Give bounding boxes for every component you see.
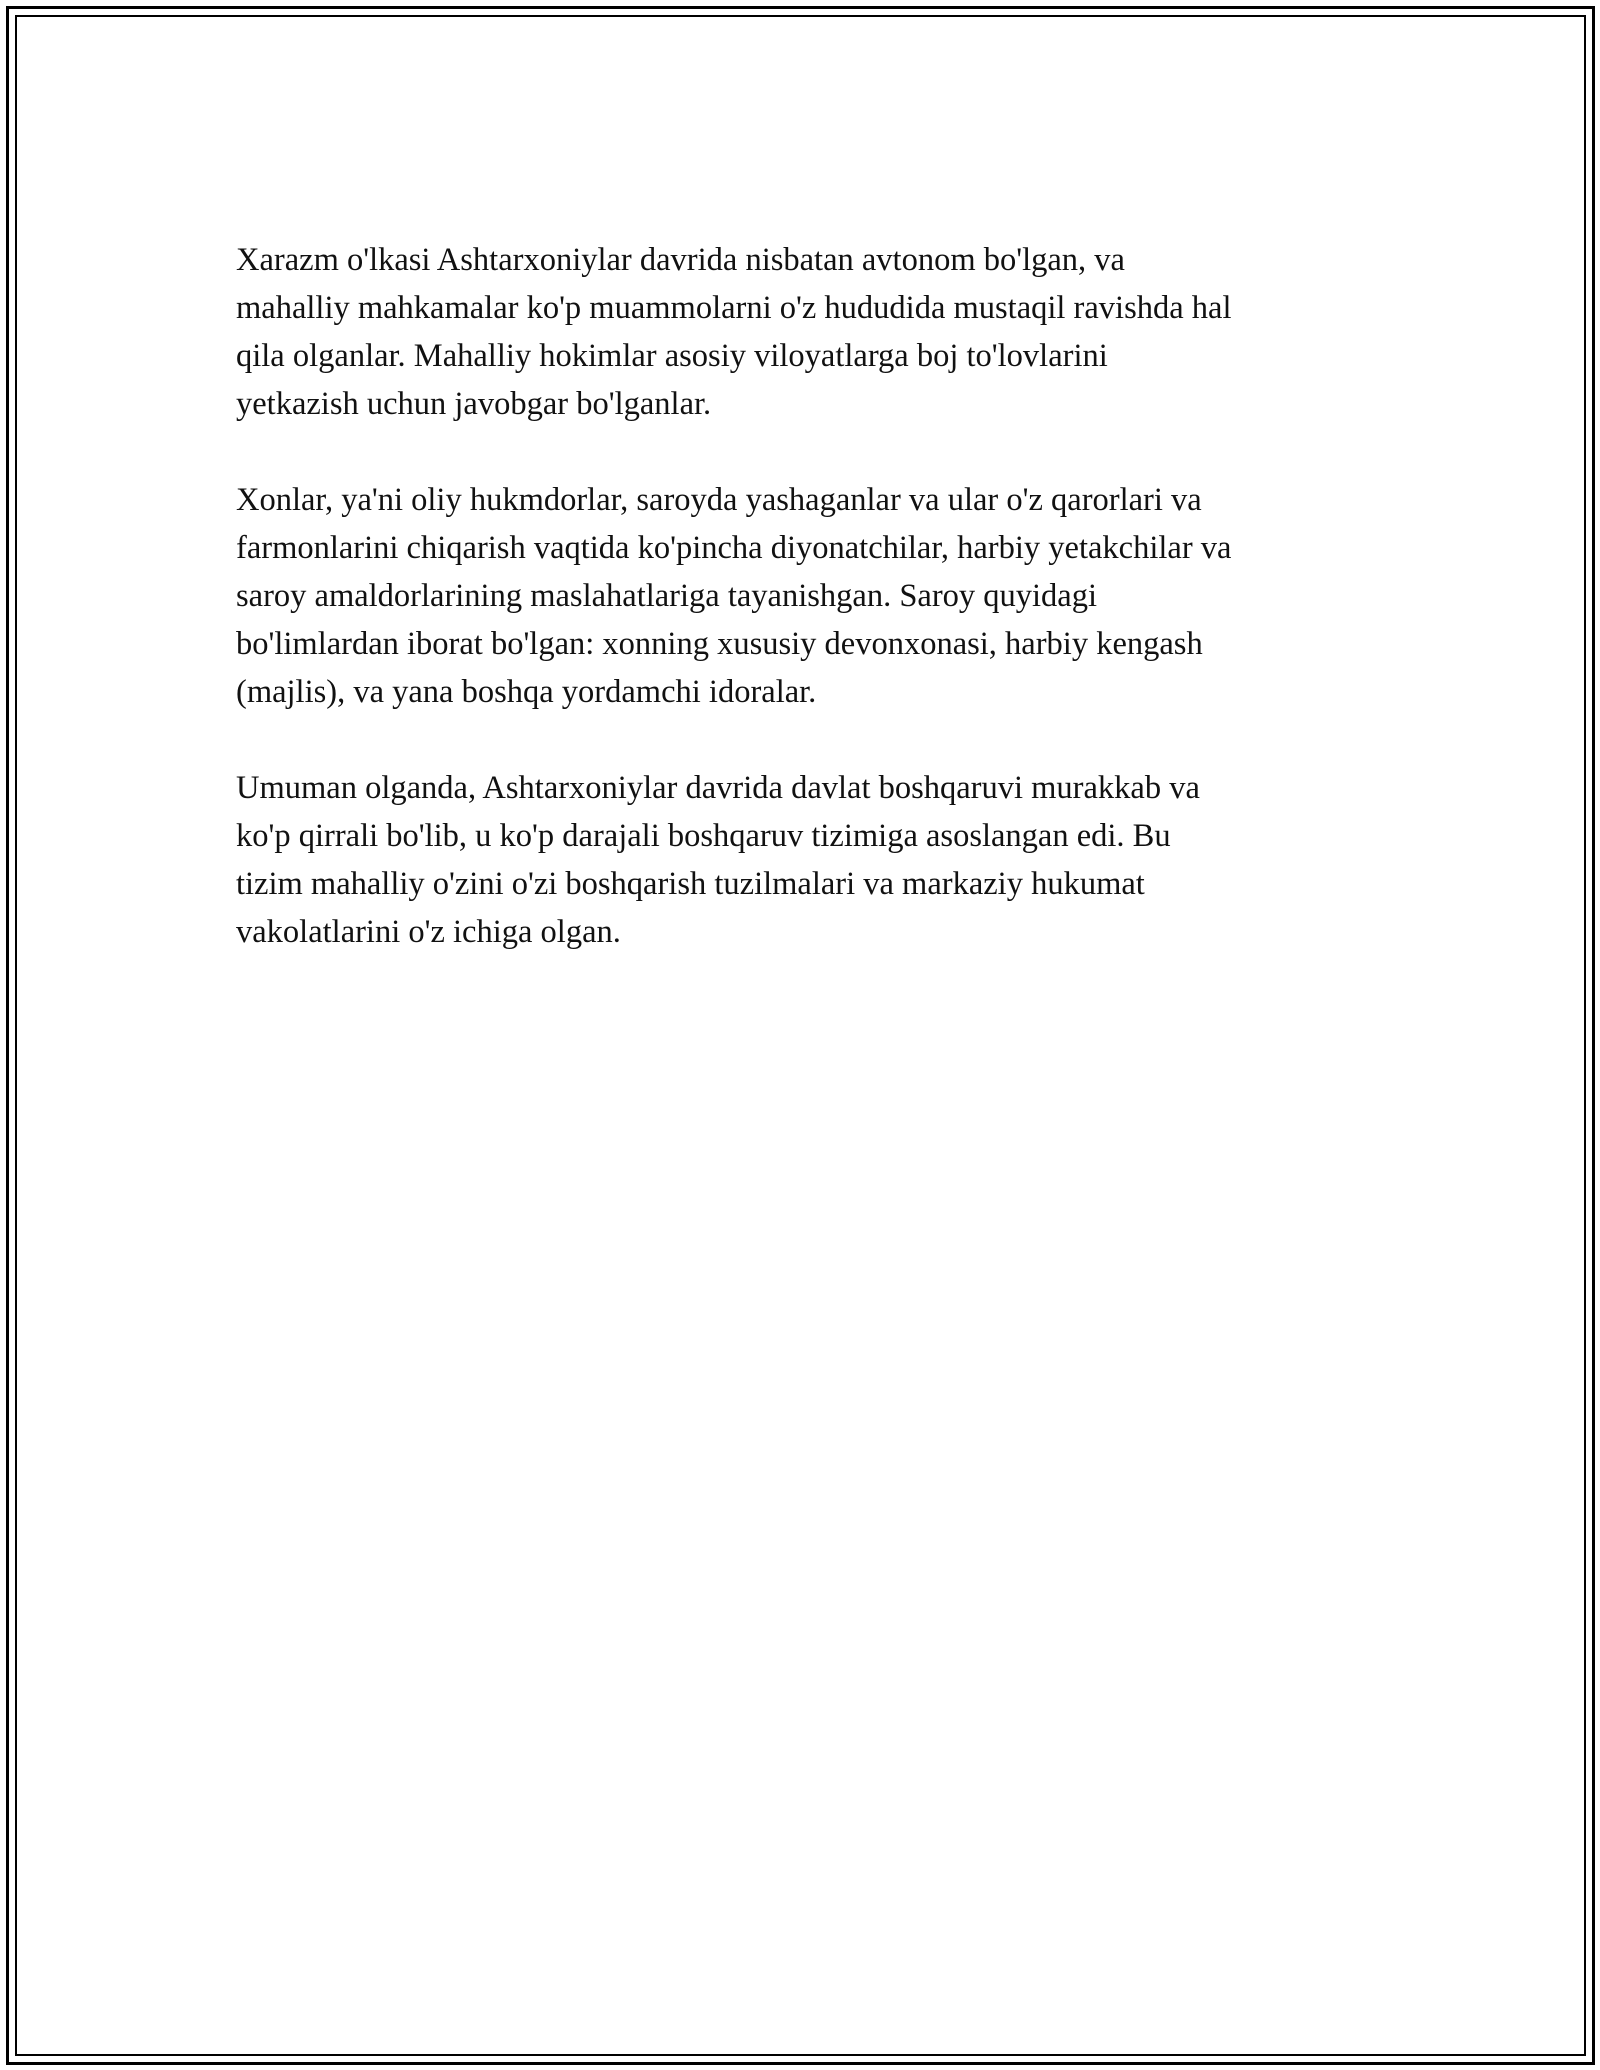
text-line: ko'p qirrali bo'lib, u ko'p darajali boshqaruv tizimiga asoslangan edi. Bu [236, 818, 1171, 854]
text-line: bo'limlardan iborat bo'lgan: xonning xususiy devonxonasi, harbiy kengash [236, 626, 1203, 662]
text-line: Umuman olganda, Ashtarxoniylar davrida davlat boshqaruvi murakkab va [236, 770, 1200, 806]
paragraph-3 [236, 764, 1366, 956]
paragraph-2 [236, 476, 1366, 716]
text-line: (majlis), va yana boshqa yordamchi idoralar. [236, 674, 817, 710]
text-line: farmonlarini chiqarish vaqtida ko'pincha diyonatchilar, harbiy yetakchilar va [236, 530, 1232, 566]
text-line: Xarazm o'lkasi Ashtarxoniylar davrida nisbatan avtonom bo'lgan, va [236, 242, 1125, 278]
text-line: mahalliy mahkamalar ko'p muammolarni o'z hududida mustaqil ravishda hal [236, 290, 1232, 326]
text-line: tizim mahalliy o'zini o'zi boshqarish tuzilmalari va markaziy hukumat [236, 866, 1145, 902]
text-line: vakolatlarini o'z ichiga olgan. [236, 914, 621, 950]
document-body [236, 236, 1366, 1004]
text-line: qila olganlar. Mahalliy hokimlar asosiy viloyatlarga boj to'lovlarini [236, 338, 1108, 374]
paragraph-1 [236, 236, 1366, 428]
text-line: saroy amaldorlarining maslahatlariga tayanishgan. Saroy quyidagi [236, 578, 1097, 614]
text-line: Xonlar, ya'ni oliy hukmdorlar, saroyda yashaganlar va ular o'z qarorlari va [236, 482, 1202, 518]
text-line: yetkazish uchun javobgar bo'lganlar. [236, 386, 712, 422]
